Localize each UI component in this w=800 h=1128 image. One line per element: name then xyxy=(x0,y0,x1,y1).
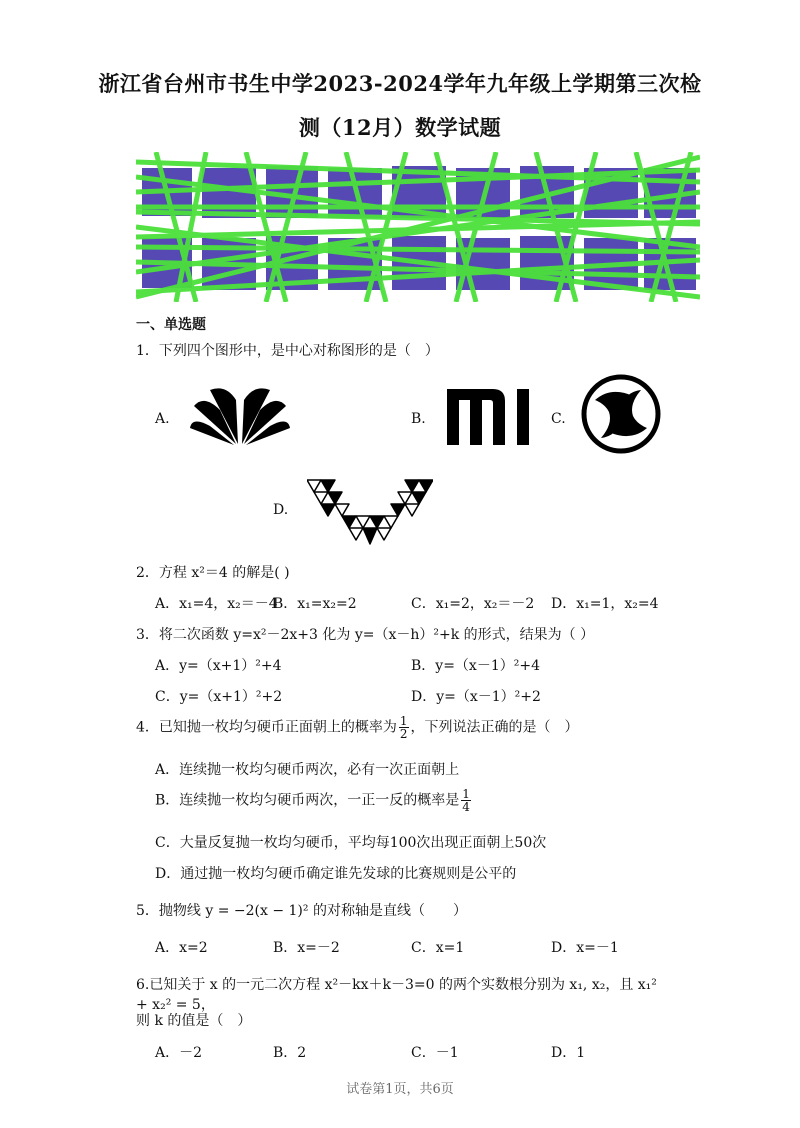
q4-b-fraction-numerator: 1 xyxy=(462,787,470,801)
q6-option-c: C．－1 xyxy=(411,1045,459,1061)
q4-option-c: C．大量反复抛一枚均匀硬币，平均每100次出现正面朝上50次 xyxy=(155,835,547,851)
q6-option-a: A．－2 xyxy=(155,1045,203,1061)
q5-option-d: D．x=－1 xyxy=(551,940,619,956)
q2-option-a: A．x₁=4，x₂＝－4 xyxy=(155,596,278,612)
q3-option-d: D．y=（x－1）²+2 xyxy=(411,689,541,705)
q4-fraction-numerator: 1 xyxy=(399,714,408,728)
q5-option-a: A．x=2 xyxy=(155,940,208,956)
q6-option-b: B．2 xyxy=(273,1045,307,1061)
q5-option-b: B．x=－2 xyxy=(273,940,340,956)
question-3-stem: 3．将二次函数 y=x²－2x+3 化为 y=（x－h）²+k 的形式，结果为（ ） xyxy=(136,627,595,643)
q4-option-b-fraction xyxy=(461,788,471,813)
q6-option-d: D．1 xyxy=(551,1045,586,1061)
q5-option-c: C．x=1 xyxy=(411,940,465,956)
q3-option-c: C．y=（x+1）²+2 xyxy=(155,689,283,705)
q4-option-b-text: B．连续抛一枚均匀硬币两次，一正一反的概率是 xyxy=(155,792,460,809)
page-footer: 试卷第1页，共6页 xyxy=(346,1082,454,1097)
huawei-logo-figure xyxy=(190,382,290,446)
triangle-w-logo-figure xyxy=(307,478,433,546)
q1-option-d-label: D. xyxy=(273,502,289,518)
circle-swirl-logo-figure xyxy=(581,374,661,454)
doc-title-line2: 测（12月）数学试题 xyxy=(298,115,502,140)
q2-option-d: D．x₁=1，x₂=4 xyxy=(551,596,659,612)
question-6-stem-line1: 6.已知关于 x 的一元二次方程 x²－kx＋k－3=0 的两个实数根分别为 x₁, x₂，且 x₁² + x₂² = 5， xyxy=(136,977,657,1013)
q4-fraction-denominator: 2 xyxy=(399,727,408,741)
question-2-stem: 2．方程 x²＝4 的解是( ) xyxy=(136,565,290,581)
q1-option-a-label: A. xyxy=(155,411,170,427)
doc-title-line1: 浙江省台州市书生中学2023-2024学年九年级上学期第三次检 xyxy=(98,71,702,96)
q4-stem-pre: 4．已知抛一枚均匀硬币正面朝上的概率为 xyxy=(136,719,397,736)
question-1-stem: 1．下列四个图形中，是中心对称图形的是（ ） xyxy=(136,343,439,359)
question-4-stem xyxy=(136,715,579,740)
q3-option-b: B．y=（x－1）²+4 xyxy=(411,658,540,674)
q4-option-d: D．通过抛一枚均匀硬币确定谁先发球的比赛规则是公平的 xyxy=(155,866,517,882)
q1-option-b-label: B. xyxy=(411,411,426,427)
q3-option-a: A．y=（x+1）²+4 xyxy=(155,658,282,674)
q4-stem-post: ，下列说法正确的是（ ） xyxy=(410,719,579,736)
question-6-stem-line2: 则 k 的值是（ ） xyxy=(136,1013,252,1029)
scribbled-watermark-banner xyxy=(136,152,700,302)
q4-fraction xyxy=(399,715,409,740)
section-heading: 一、单选题 xyxy=(136,317,206,333)
q4-option-a: A．连续抛一枚均匀硬币两次，必有一次正面朝上 xyxy=(155,762,460,778)
mi-logo-figure xyxy=(447,389,531,445)
question-5-stem: 5．抛物线 y = −2(x − 1)² 的对称轴是直线（ ） xyxy=(136,903,467,919)
q4-b-fraction-denominator: 4 xyxy=(462,800,470,814)
q2-option-b: B．x₁=x₂=2 xyxy=(273,596,357,612)
q4-option-b xyxy=(155,788,473,813)
q2-option-c: C．x₁=2，x₂＝－2 xyxy=(411,596,535,612)
q1-option-c-label: C. xyxy=(551,411,566,427)
